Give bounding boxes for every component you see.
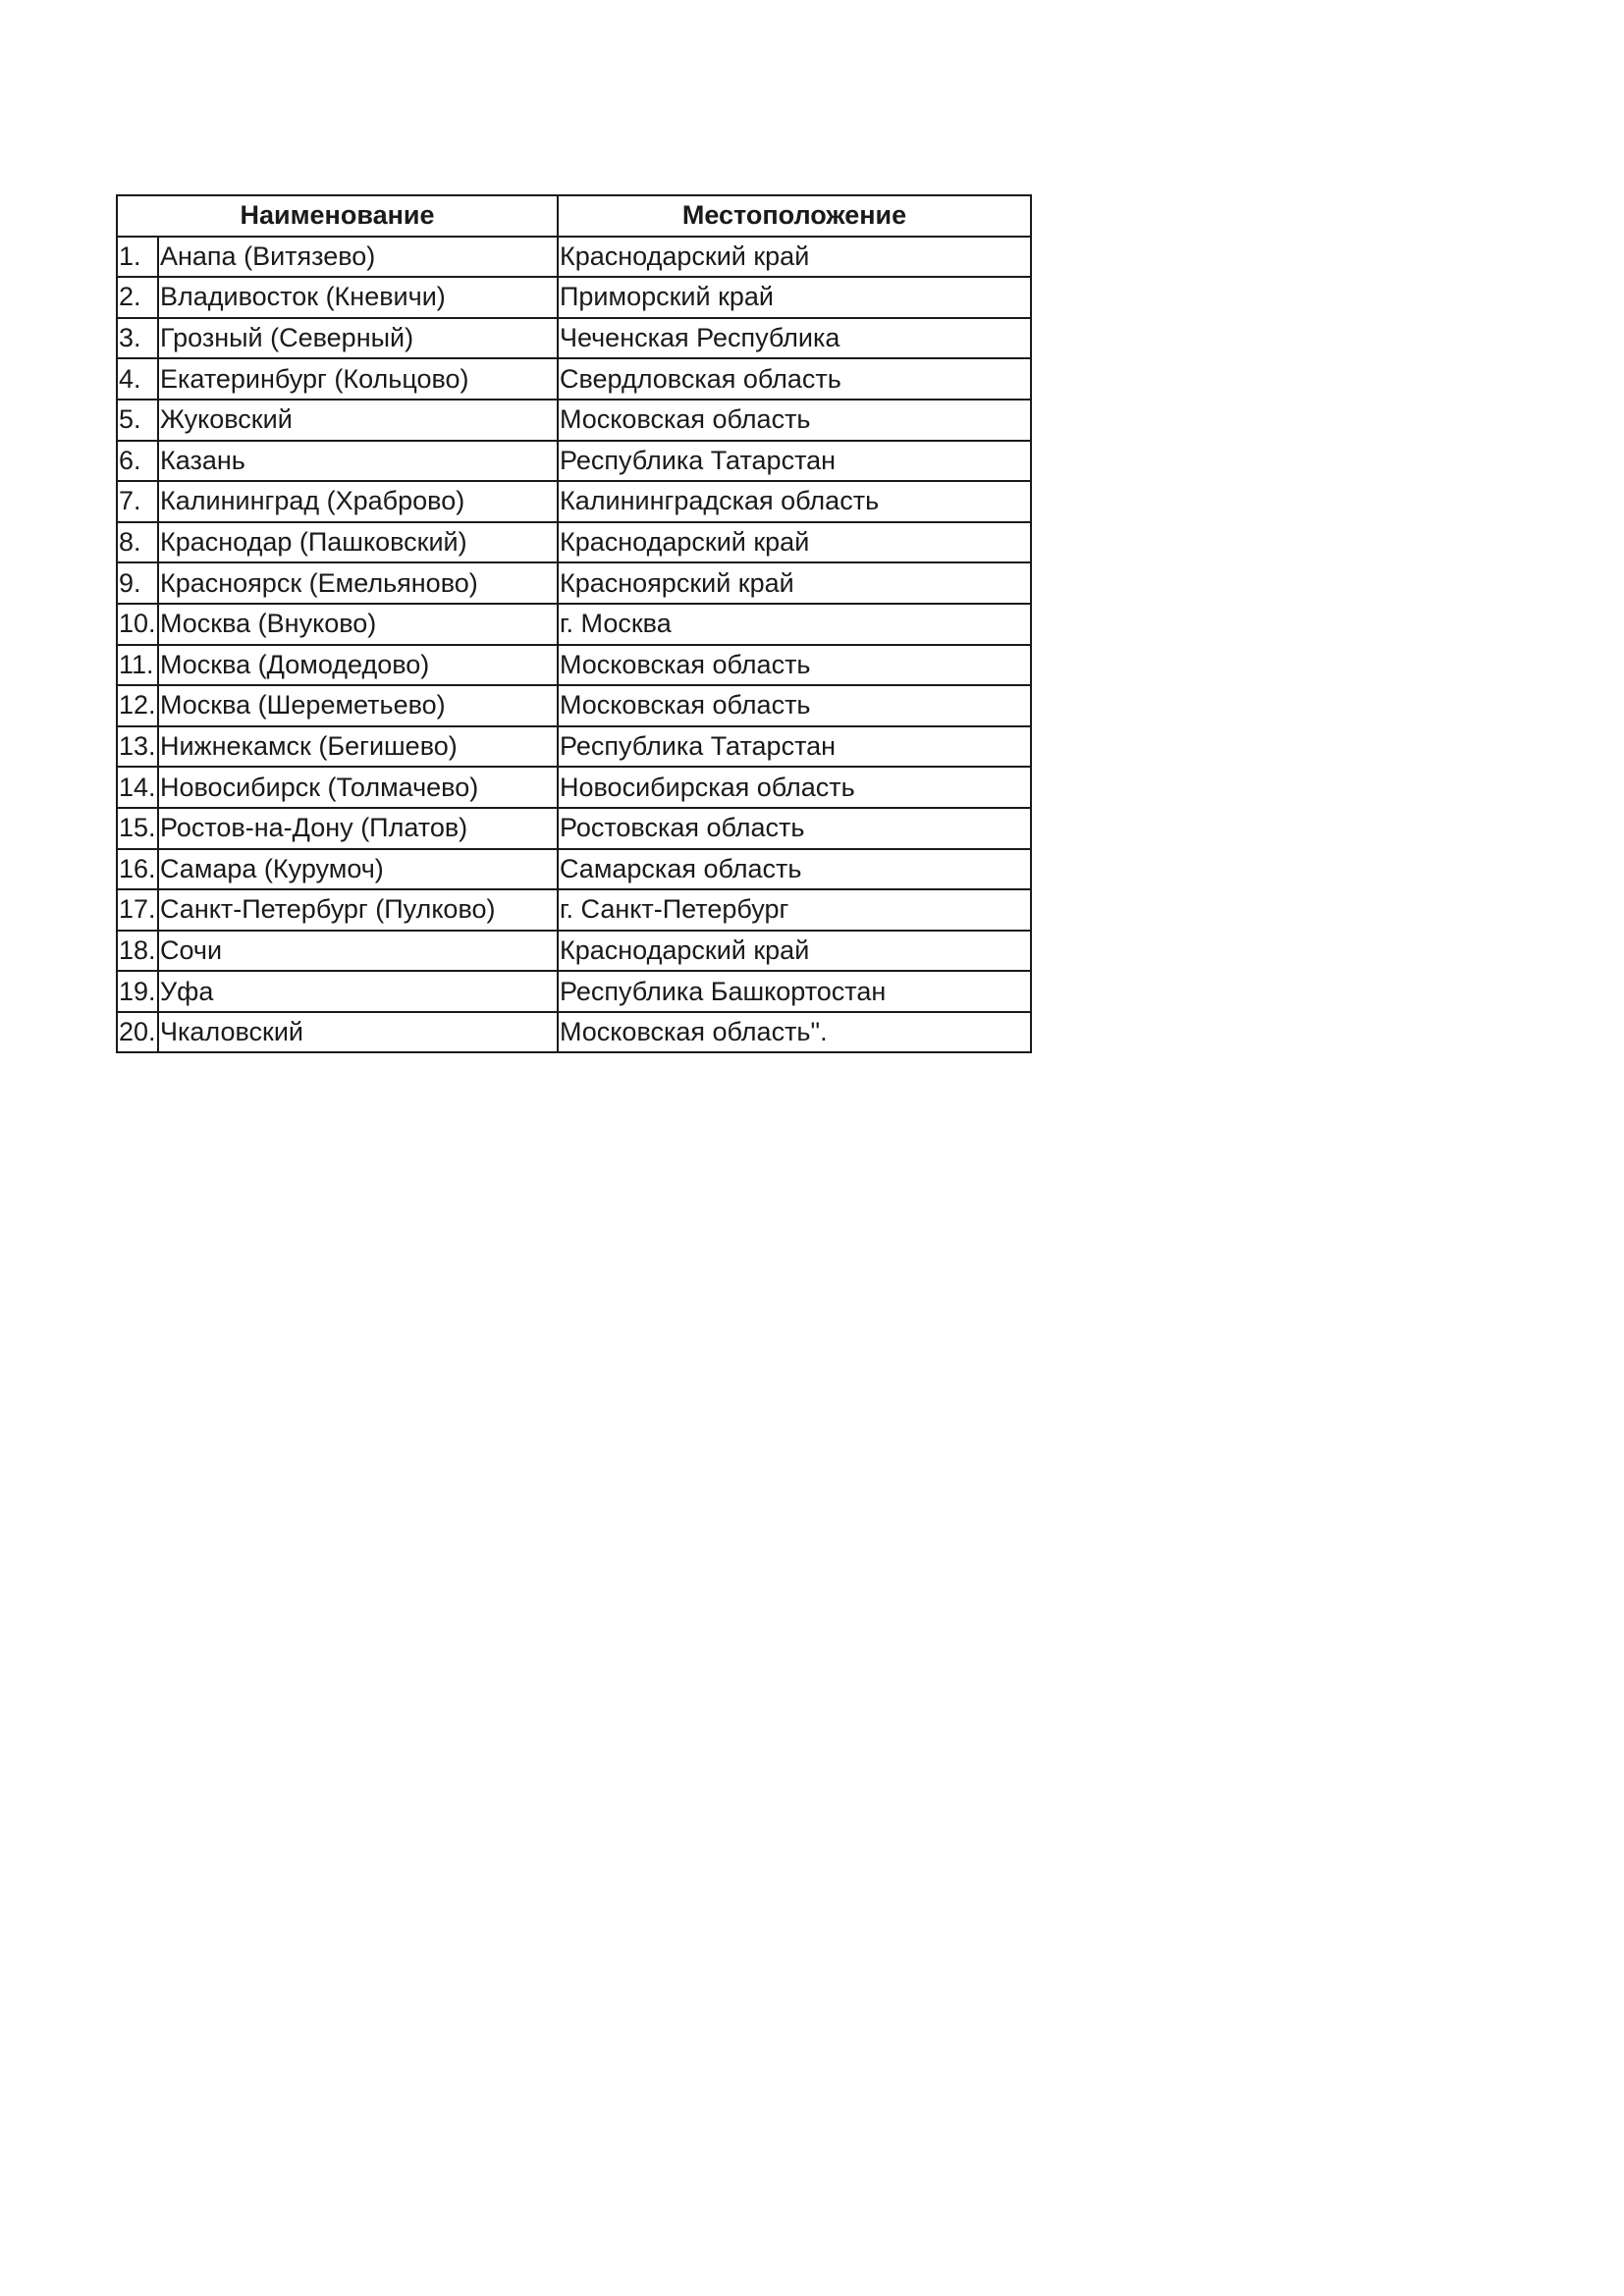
- airport-location: Чеченская Республика: [558, 318, 1031, 359]
- airport-name: Чкаловский: [158, 1012, 558, 1053]
- airport-name: Краснодар (Пашковский): [158, 522, 558, 563]
- table-row: [117, 562, 1031, 604]
- row-number: 16.: [117, 849, 158, 890]
- airport-location: Приморский край: [558, 277, 1031, 318]
- airport-location: Московская область: [558, 400, 1031, 441]
- row-number: 4.: [117, 358, 158, 400]
- table-row: [117, 604, 1031, 645]
- row-number: 13.: [117, 726, 158, 768]
- airport-name: Москва (Внуково): [158, 604, 558, 645]
- table-row: [117, 849, 1031, 890]
- table-row: [117, 808, 1031, 849]
- airport-name: Уфа: [158, 971, 558, 1012]
- row-number: 19.: [117, 971, 158, 1012]
- airport-location: Республика Башкортостан: [558, 971, 1031, 1012]
- row-number: 10.: [117, 604, 158, 645]
- row-number: 12.: [117, 685, 158, 726]
- table-row: [117, 645, 1031, 686]
- table-row: [117, 522, 1031, 563]
- airport-name: Москва (Шереметьево): [158, 685, 558, 726]
- row-number: 11.: [117, 645, 158, 686]
- row-number: 5.: [117, 400, 158, 441]
- airport-location: Краснодарский край: [558, 237, 1031, 278]
- airport-location: Калининградская область: [558, 481, 1031, 522]
- table-row: [117, 277, 1031, 318]
- table-row: [117, 931, 1031, 972]
- airport-name: Грозный (Северный): [158, 318, 558, 359]
- table-row: [117, 237, 1031, 278]
- table-row: [117, 318, 1031, 359]
- airports-table: [116, 194, 1032, 1053]
- airport-name: Красноярск (Емельяново): [158, 562, 558, 604]
- airport-name: Калининград (Храброво): [158, 481, 558, 522]
- airport-name: Самара (Курумоч): [158, 849, 558, 890]
- airport-location: Московская область: [558, 685, 1031, 726]
- table-row: [117, 1012, 1031, 1053]
- airport-name: Анапа (Витязево): [158, 237, 558, 278]
- airport-name: Москва (Домодедово): [158, 645, 558, 686]
- table-row: [117, 971, 1031, 1012]
- airport-location: Краснодарский край: [558, 522, 1031, 563]
- table-header-row: [117, 195, 1031, 237]
- airport-name: Сочи: [158, 931, 558, 972]
- table-row: [117, 481, 1031, 522]
- row-number: 15.: [117, 808, 158, 849]
- table-row: [117, 441, 1031, 482]
- table-row: [117, 726, 1031, 768]
- airport-location: Краснодарский край: [558, 931, 1031, 972]
- table-body: [117, 237, 1031, 1053]
- airport-location: Свердловская область: [558, 358, 1031, 400]
- airport-name: Ростов-на-Дону (Платов): [158, 808, 558, 849]
- table-row: [117, 767, 1031, 808]
- row-number: 9.: [117, 562, 158, 604]
- airport-name: Новосибирск (Толмачево): [158, 767, 558, 808]
- airport-location: Ростовская область: [558, 808, 1031, 849]
- row-number: 3.: [117, 318, 158, 359]
- airport-location: Республика Татарстан: [558, 726, 1031, 768]
- table-row: [117, 889, 1031, 931]
- table-row: [117, 685, 1031, 726]
- airport-location: Республика Татарстан: [558, 441, 1031, 482]
- airport-name: Казань: [158, 441, 558, 482]
- airport-name: Жуковский: [158, 400, 558, 441]
- row-number: 8.: [117, 522, 158, 563]
- row-number: 2.: [117, 277, 158, 318]
- airport-location: г. Москва: [558, 604, 1031, 645]
- row-number: 17.: [117, 889, 158, 931]
- airport-location: Новосибирская область: [558, 767, 1031, 808]
- row-number: 20.: [117, 1012, 158, 1053]
- airport-location: Московская область".: [558, 1012, 1031, 1053]
- airport-location: Красноярский край: [558, 562, 1031, 604]
- airport-location: г. Санкт-Петербург: [558, 889, 1031, 931]
- table-row: [117, 358, 1031, 400]
- row-number: 18.: [117, 931, 158, 972]
- airport-name: Владивосток (Кневичи): [158, 277, 558, 318]
- header-name: Наименование: [117, 195, 558, 237]
- row-number: 6.: [117, 441, 158, 482]
- airport-location: Самарская область: [558, 849, 1031, 890]
- table-row: [117, 400, 1031, 441]
- header-location: Местоположение: [558, 195, 1031, 237]
- row-number: 1.: [117, 237, 158, 278]
- airport-location: Московская область: [558, 645, 1031, 686]
- row-number: 7.: [117, 481, 158, 522]
- airport-name: Нижнекамск (Бегишево): [158, 726, 558, 768]
- airport-name: Екатеринбург (Кольцово): [158, 358, 558, 400]
- row-number: 14.: [117, 767, 158, 808]
- airport-name: Санкт-Петербург (Пулково): [158, 889, 558, 931]
